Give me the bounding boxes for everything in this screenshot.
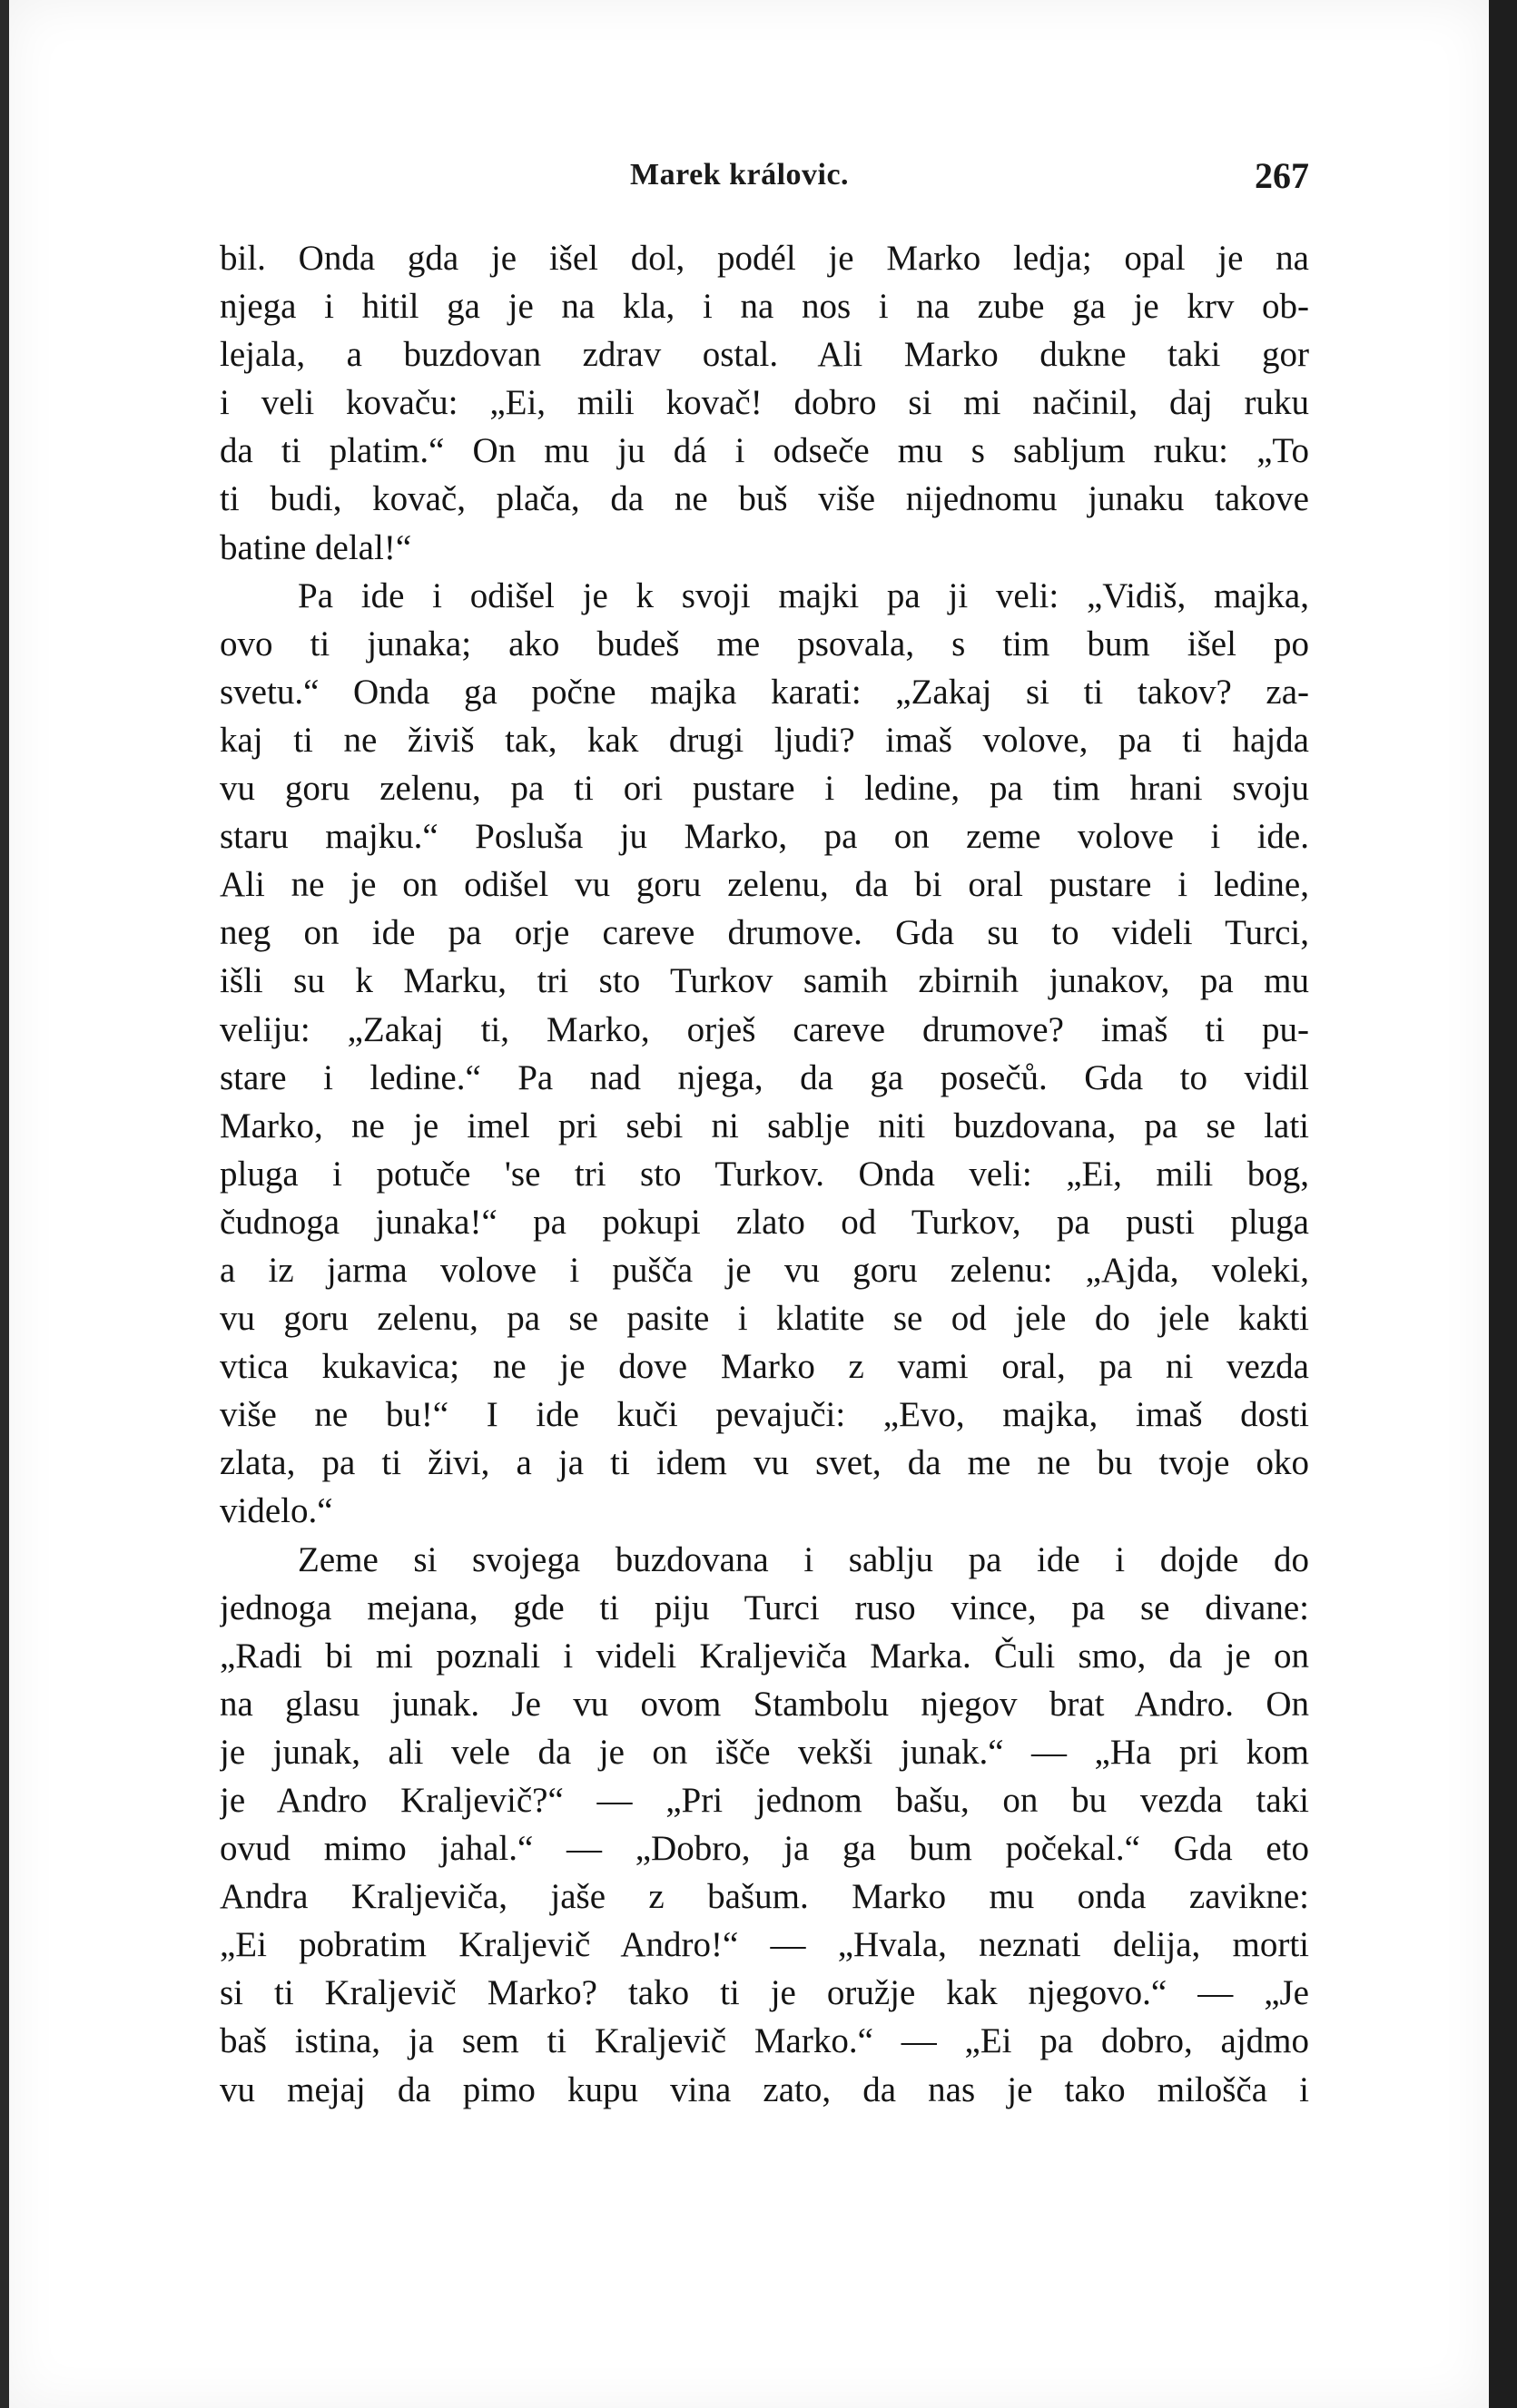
text-line: veliju: „Zakaj ti, Marko, orješ careve drumove? imaš ti pu- xyxy=(220,1009,1309,1049)
running-title: Marek královic. xyxy=(630,158,850,192)
text-line: čudnoga junaka!“ pa pokupi zlato od Turkov, pa pusti pluga xyxy=(220,1202,1309,1242)
body-text xyxy=(220,234,1309,2114)
text-line: Andra Kraljeviča, jaše z bašum. Marko mu onda zavikne: xyxy=(220,1877,1309,1917)
text-line: Zeme si svojega buzdovana i sablju pa ide i dojde do xyxy=(298,1539,1309,1579)
text-line: vtica kukavica; ne je dove Marko z vami oral, pa ni vezda xyxy=(220,1347,1309,1387)
text-line: batine delal!“ xyxy=(220,527,412,567)
book-page xyxy=(9,0,1489,2408)
text-line: a iz jarma volove i pušča je vu goru zelenu: „Ajda, voleki, xyxy=(220,1250,1309,1290)
text-line: svetu.“ Onda ga počne majka karati: „Zakaj si ti takov? za- xyxy=(220,672,1309,712)
text-line: vu goru zelenu, pa ti ori pustare i ledine, pa tim hrani svoju xyxy=(220,769,1309,809)
text-line: „Radi bi mi poznali i videli Kraljeviča Marka. Čuli smo, da je on xyxy=(220,1636,1309,1676)
text-line: lejala, a buzdovan zdrav ostal. Ali Marko dukne taki gor xyxy=(220,335,1309,375)
text-line: je Andro Kraljevič?“ — „Pri jednom bašu, on bu vezda taki xyxy=(220,1781,1309,1820)
text-line: pluga i potuče 'se tri sto Turkov. Onda veli: „Ei, mili bog, xyxy=(220,1154,1309,1194)
text-line: staru majku.“ Posluša ju Marko, pa on zeme volove i ide. xyxy=(220,817,1309,857)
page-header xyxy=(220,155,1309,203)
text-line: Ali ne je on odišel vu goru zelenu, da bi oral pustare i ledine, xyxy=(220,865,1309,905)
text-line: Marko, ne je imel pri sebi ni sablje niti buzdovana, pa se lati xyxy=(220,1106,1309,1145)
text-line: njega i hitil ga je na kla, i na nos i na zube ga je krv ob- xyxy=(220,287,1309,327)
text-line: stare i ledine.“ Pa nad njega, da ga posečů. Gda to vidil xyxy=(220,1057,1309,1097)
text-line: si ti Kraljevič Marko? tako ti je oružje kak njegovo.“ — „Je xyxy=(220,1973,1309,2013)
text-line: baš istina, ja sem ti Kraljevič Marko.“ — „Ei pa dobro, ajdmo xyxy=(220,2021,1309,2061)
scan-edge xyxy=(1489,0,1517,2408)
text-line: kaj ti ne živiš tak, kak drugi ljudi? imaš volove, pa ti hajda xyxy=(220,720,1309,760)
text-line: „Ei pobratim Kraljevič Andro!“ — „Hvala, neznati delija, morti xyxy=(220,1925,1309,1965)
text-line: ovud mimo jahal.“ — „Dobro, ja ga bum počekal.“ Gda eto xyxy=(220,1829,1309,1869)
text-line: i veli kovaču: „Ei, mili kovač! dobro si mi načinil, daj ruku xyxy=(220,383,1309,423)
text-line: išli su k Marku, tri sto Turkov samih zbirnih junakov, pa mu xyxy=(220,961,1309,1001)
page-number: 267 xyxy=(1255,155,1309,196)
text-line: videlo.“ xyxy=(220,1491,333,1531)
text-line: bil. Onda gda je išel dol, podél je Marko ledja; opal je na xyxy=(220,239,1309,278)
text-line: vu mejaj da pimo kupu vina zato, da nas je tako milošča i xyxy=(220,2069,1309,2109)
text-line: na glasu junak. Je vu ovom Stambolu njegov brat Andro. On xyxy=(220,1684,1309,1724)
text-line: ti budi, kovač, plača, da ne buš više nijednomu junaku takove xyxy=(220,479,1309,519)
text-line: neg on ide pa orje careve drumove. Gda su to videli Turci, xyxy=(220,913,1309,953)
text-line: je junak, ali vele da je on išče vekši junak.“ — „Ha pri kom xyxy=(220,1732,1309,1772)
text-line: ovo ti junaka; ako budeš me psovala, s tim bum išel po xyxy=(220,624,1309,663)
text-line: više ne bu!“ I ide kuči pevajuči: „Evo, majka, imaš dosti xyxy=(220,1395,1309,1435)
text-line: zlata, pa ti živi, a ja ti idem vu svet, da me ne bu tvoje oko xyxy=(220,1443,1309,1483)
text-line: vu goru zelenu, pa se pasite i klatite se od jele do jele kakti xyxy=(220,1299,1309,1339)
text-line: Pa ide i odišel je k svoji majki pa ji veli: „Vidiš, majka, xyxy=(298,575,1309,615)
text-line: jednoga mejana, gde ti piju Turci ruso vince, pa se divane: xyxy=(220,1587,1309,1627)
text-line: da ti platim.“ On mu ju dá i odseče mu s sabljum ruku: „To xyxy=(220,431,1309,471)
